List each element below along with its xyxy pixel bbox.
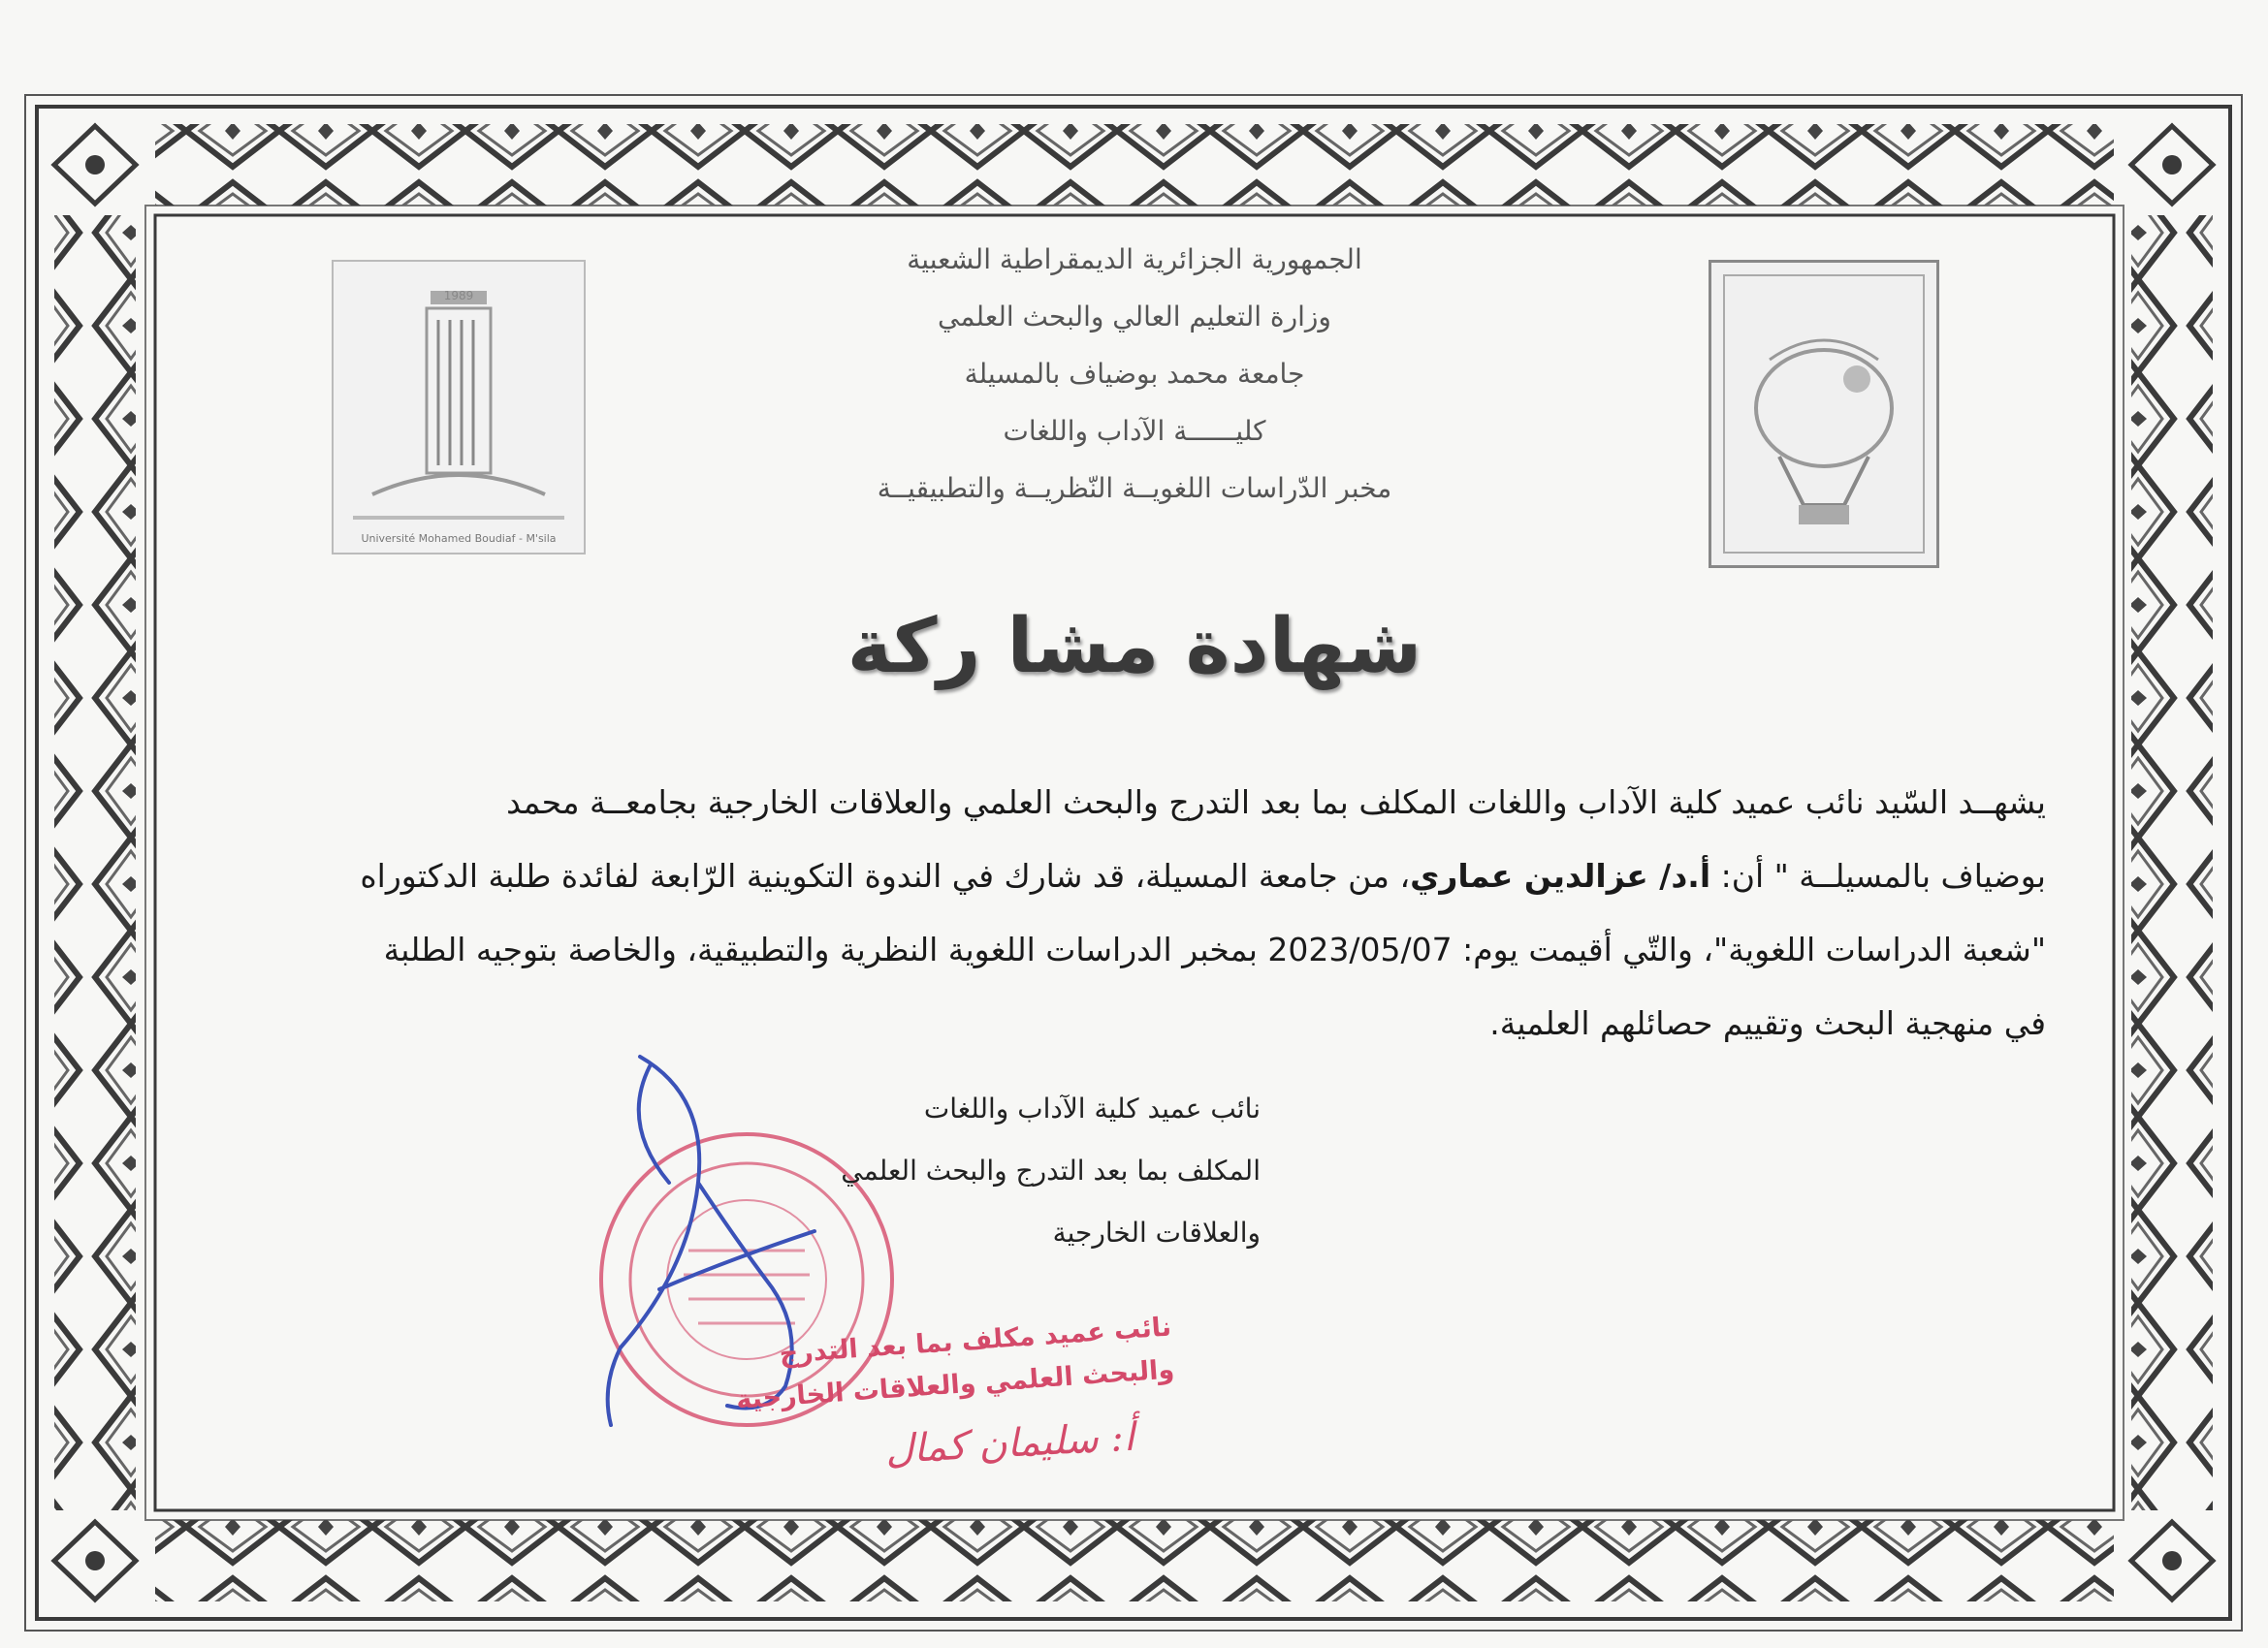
body-line-2-rest: ، من جامعة المسيلة، قد شارك في الندوة التكوينية الرّابعة لفائدة طلبة الدكتوراه bbox=[360, 857, 1411, 895]
body-line-2-intro: بوضياف بالمسيلــة " أن: bbox=[1710, 857, 2046, 895]
certificate-body bbox=[223, 766, 2046, 1061]
seal-line-1: نائب عميد مكلف بما بعد التدرج bbox=[778, 1312, 1173, 1370]
university-logo-caption: Université Mohamed Boudiaf - M'sila bbox=[361, 532, 557, 545]
signatory-name: أ: سليمان كمال bbox=[883, 1414, 1135, 1474]
university-logo-year: 1989 bbox=[443, 289, 474, 302]
body-line-2 bbox=[223, 840, 2046, 913]
signatory-line-2: المكلف بما بعد التدرج والبحث العلمي bbox=[841, 1155, 1261, 1187]
body-line-4: في منهجية البحث وتقييم حصائلهم العلمية. bbox=[1489, 1004, 2046, 1042]
lab-logo bbox=[1709, 260, 1939, 568]
official-header bbox=[737, 231, 1532, 517]
university-logo bbox=[332, 260, 586, 555]
university-name: جامعة محمد بوضياف بالمسيلة bbox=[964, 358, 1305, 390]
country-name: الجمهورية الجزائرية الديمقراطية الشعبية bbox=[907, 243, 1362, 275]
event-date: 2023/05/07 bbox=[1267, 931, 1453, 968]
faculty-name: كليــــــة الآداب واللغات bbox=[1003, 415, 1266, 447]
certificate-title: شهادة مشا ركة bbox=[847, 603, 1422, 690]
signatory-line-3: والعلاقات الخارجية bbox=[1052, 1217, 1261, 1249]
body-line-3-intro: "شعبة الدراسات اللغوية"، والتّي أقيمت يوم: bbox=[1452, 931, 2046, 968]
signatory-block bbox=[841, 1078, 1261, 1264]
seal-line-2: والبحث العلمي والعلاقات الخارجية bbox=[735, 1354, 1176, 1415]
signatory-line-1: نائب عميد كلية الآداب واللغات bbox=[923, 1093, 1261, 1125]
ministry-name: وزارة التعليم العالي والبحث العلمي bbox=[938, 301, 1331, 333]
participant-name: أ.د/ عزالدين عماري bbox=[1410, 857, 1711, 895]
body-line-3 bbox=[223, 913, 2046, 987]
university-emblem-icon bbox=[334, 262, 584, 553]
lab-name: مخبر الدّراسات اللغويــة النّظريــة والتطبيقيــة bbox=[877, 472, 1392, 504]
body-line-1: يشهــد السّيد نائب عميد كلية الآداب واللغات المكلف بما بعد التدرج والبحث العلمي والعلاقات الخارجية بجامعــة محمد bbox=[506, 783, 2046, 821]
body-line-3-rest: بمخبر الدراسات اللغوية النظرية والتطبيقية، والخاصة بتوجيه الطلبة bbox=[383, 931, 1268, 968]
